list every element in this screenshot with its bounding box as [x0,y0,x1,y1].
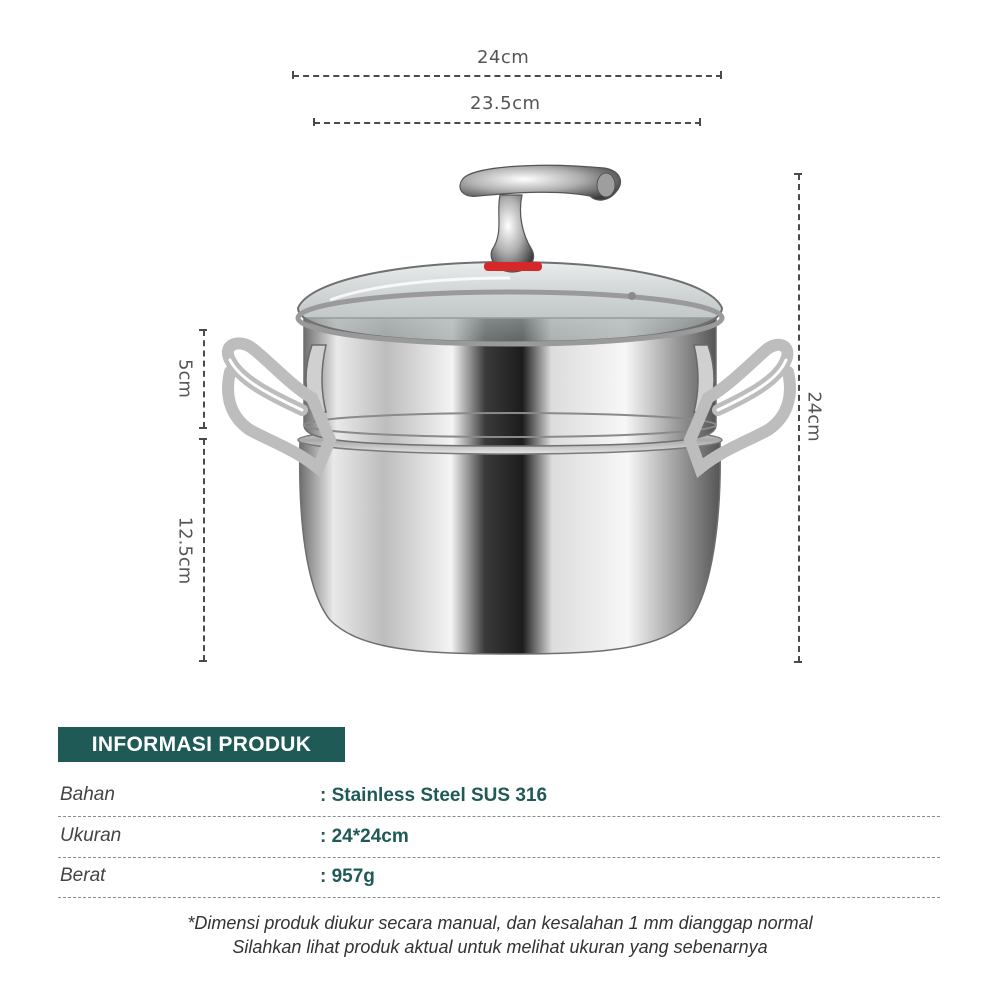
dimension-total-height-label: 24cm [803,391,825,442]
glass-lid [298,262,722,342]
row-label: Bahan [60,784,115,805]
row-label: Berat [60,865,106,886]
lid-knob-stem [491,195,533,272]
row-value: : 24*24cm [320,826,409,847]
measurement-note: *Dimensi produk diukur secara manual, dan kesalahan 1 mm dianggap normal [187,913,813,933]
actual-product-note: Silahkan lihat produk aktual untuk melihat ukuran yang sebenarnya [232,937,768,957]
dimension-steamer-height-label: 5cm [174,359,196,398]
row-value: : 957g [320,866,375,887]
dimension-top-width-label: 24cm [477,47,530,68]
info-row-material [58,776,940,817]
row-label: Ukuran [60,825,122,846]
dimension-pot-height-label: 12.5cm [174,516,196,585]
section-title: INFORMASI PRODUK [58,727,345,762]
row-value: : Stainless Steel SUS 316 [320,785,548,806]
info-row-weight [58,857,940,898]
lid-knob-handle [460,165,620,200]
pot-body [300,440,721,654]
info-row-size [58,817,940,858]
dimension-inner-width-label: 23.5cm [470,93,541,114]
